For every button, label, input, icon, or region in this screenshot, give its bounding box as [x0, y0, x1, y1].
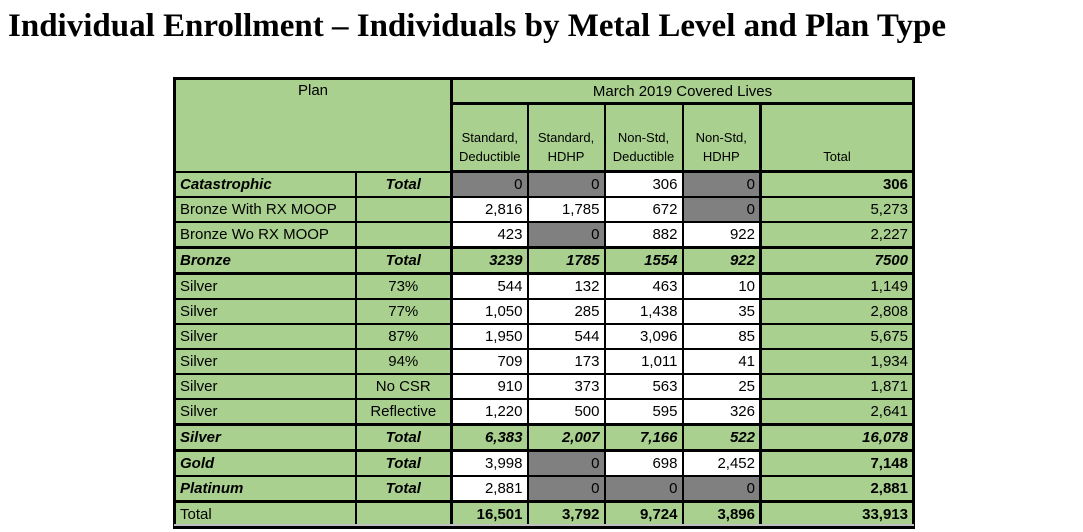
plan-cell: Bronze Wo RX MOOP: [175, 222, 356, 248]
cutoff-gridline: [174, 524, 914, 526]
total-cell: 33,913: [761, 502, 914, 528]
plan-cell: Silver: [175, 349, 356, 374]
value-cell: 10: [683, 274, 761, 300]
value-cell: 3,998: [452, 451, 528, 477]
value-cell: 423: [452, 222, 528, 248]
total-cell: 1,149: [761, 274, 914, 300]
plan-cell: Gold: [175, 451, 356, 477]
total-cell: 1,934: [761, 349, 914, 374]
value-cell: 2,452: [683, 451, 761, 477]
table-row: [175, 248, 914, 274]
total-cell: 16,078: [761, 425, 914, 451]
value-cell: 0: [452, 172, 528, 198]
subplan-cell: Total: [356, 248, 452, 274]
value-cell: 882: [605, 222, 683, 248]
value-cell: 1,438: [605, 299, 683, 324]
plan-cell: Silver: [175, 274, 356, 300]
value-cell: 595: [605, 399, 683, 425]
value-cell: 1,011: [605, 349, 683, 374]
page-title: Individual Enrollment – Individuals by Metal Level and Plan Type: [8, 8, 946, 44]
value-cell: 544: [528, 324, 605, 349]
value-cell: 1554: [605, 248, 683, 274]
value-cell: 25: [683, 374, 761, 399]
column-header-standard-deductible: Standard, Deductible: [452, 104, 528, 172]
value-cell: 16,501: [452, 502, 528, 528]
total-cell: 7,148: [761, 451, 914, 477]
subplan-cell: [356, 222, 452, 248]
value-cell: 0: [528, 476, 605, 502]
value-cell: 522: [683, 425, 761, 451]
value-cell: 35: [683, 299, 761, 324]
total-cell: 2,881: [761, 476, 914, 502]
plan-cell: Silver: [175, 324, 356, 349]
total-cell: 7500: [761, 248, 914, 274]
plan-cell: Silver: [175, 425, 356, 451]
value-cell: 2,881: [452, 476, 528, 502]
table-row: [175, 222, 914, 248]
column-header-nonstd-hdhp: Non-Std, HDHP: [683, 104, 761, 172]
total-cell: 2,808: [761, 299, 914, 324]
value-cell: 306: [605, 172, 683, 198]
total-cell: 5,273: [761, 197, 914, 222]
table-row: [175, 374, 914, 399]
value-cell: 3,792: [528, 502, 605, 528]
table-row: [175, 274, 914, 300]
value-cell: 285: [528, 299, 605, 324]
value-cell: 1,050: [452, 299, 528, 324]
value-cell: 910: [452, 374, 528, 399]
table-row: [175, 425, 914, 451]
value-cell: 373: [528, 374, 605, 399]
subplan-cell: 73%: [356, 274, 452, 300]
table-row: [175, 349, 914, 374]
total-cell: 1,871: [761, 374, 914, 399]
table-row: [175, 476, 914, 502]
value-cell: 922: [683, 248, 761, 274]
value-cell: 463: [605, 274, 683, 300]
table-row: [175, 197, 914, 222]
group-header-cell: March 2019 Covered Lives: [452, 79, 914, 104]
value-cell: 0: [528, 172, 605, 198]
value-cell: 1,950: [452, 324, 528, 349]
plan-cell: Total: [175, 502, 356, 528]
table-row: [175, 172, 914, 198]
value-cell: 6,383: [452, 425, 528, 451]
value-cell: 0: [683, 476, 761, 502]
value-cell: 85: [683, 324, 761, 349]
subplan-cell: 77%: [356, 299, 452, 324]
value-cell: 173: [528, 349, 605, 374]
value-cell: 2,816: [452, 197, 528, 222]
value-cell: 326: [683, 399, 761, 425]
value-cell: 0: [605, 476, 683, 502]
total-cell: 2,641: [761, 399, 914, 425]
value-cell: 563: [605, 374, 683, 399]
plan-cell: Silver: [175, 299, 356, 324]
value-cell: 1,785: [528, 197, 605, 222]
total-cell: 2,227: [761, 222, 914, 248]
table-row: [175, 451, 914, 477]
plan-cell: Bronze: [175, 248, 356, 274]
value-cell: 709: [452, 349, 528, 374]
plan-cell: Bronze With RX MOOP: [175, 197, 356, 222]
value-cell: 0: [683, 197, 761, 222]
table-row: [175, 399, 914, 425]
value-cell: 3,096: [605, 324, 683, 349]
value-cell: 1,220: [452, 399, 528, 425]
value-cell: 544: [452, 274, 528, 300]
value-cell: 0: [528, 451, 605, 477]
value-cell: 698: [605, 451, 683, 477]
subplan-cell: Total: [356, 476, 452, 502]
subplan-cell: 87%: [356, 324, 452, 349]
subplan-cell: 94%: [356, 349, 452, 374]
value-cell: 132: [528, 274, 605, 300]
value-cell: 1785: [528, 248, 605, 274]
value-cell: 7,166: [605, 425, 683, 451]
enrollment-table: [173, 77, 915, 529]
subplan-cell: [356, 197, 452, 222]
value-cell: 500: [528, 399, 605, 425]
value-cell: 3239: [452, 248, 528, 274]
value-cell: 3,896: [683, 502, 761, 528]
value-cell: 41: [683, 349, 761, 374]
table-row: [175, 324, 914, 349]
subplan-cell: Total: [356, 451, 452, 477]
column-header-nonstd-deductible: Non-Std, Deductible: [605, 104, 683, 172]
total-cell: 306: [761, 172, 914, 198]
subplan-cell: Total: [356, 172, 452, 198]
value-cell: 9,724: [605, 502, 683, 528]
plan-header-cell: Plan: [175, 79, 452, 172]
plan-cell: Silver: [175, 399, 356, 425]
value-cell: 0: [528, 222, 605, 248]
subplan-cell: No CSR: [356, 374, 452, 399]
header-row-group: [175, 79, 914, 104]
value-cell: 0: [683, 172, 761, 198]
total-cell: 5,675: [761, 324, 914, 349]
column-header-total: Total: [761, 104, 914, 172]
value-cell: 2,007: [528, 425, 605, 451]
subplan-cell: Total: [356, 425, 452, 451]
plan-cell: Catastrophic: [175, 172, 356, 198]
value-cell: 922: [683, 222, 761, 248]
column-header-standard-hdhp: Standard, HDHP: [528, 104, 605, 172]
table-row: [175, 299, 914, 324]
subplan-cell: Reflective: [356, 399, 452, 425]
value-cell: 672: [605, 197, 683, 222]
plan-cell: Silver: [175, 374, 356, 399]
plan-cell: Platinum: [175, 476, 356, 502]
